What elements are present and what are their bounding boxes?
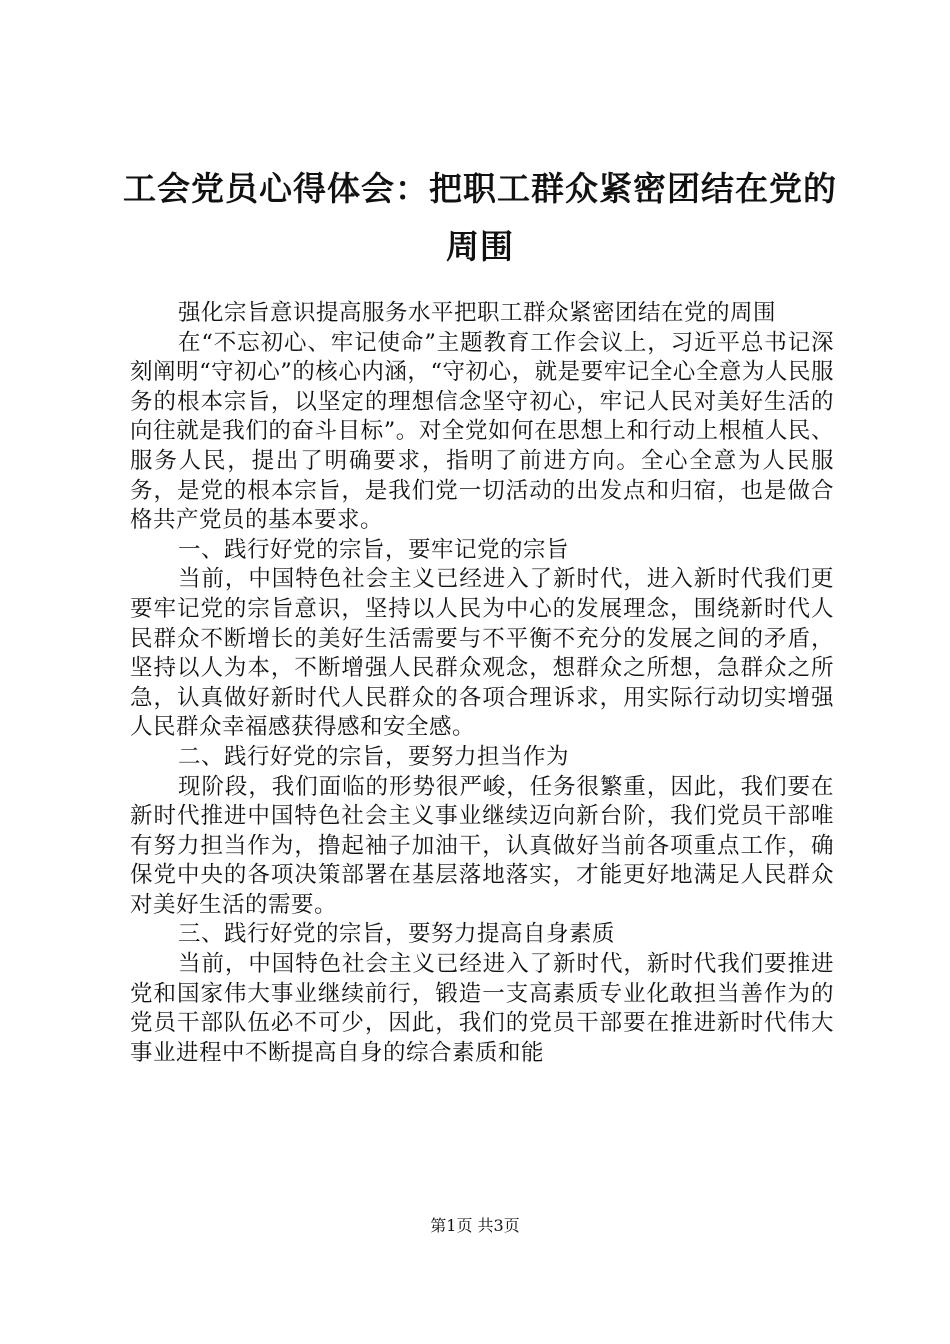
section-paragraph-2: 现阶段，我们面临的形势很严峻，任务很繁重，因此，我们要在新时代推进中国特色社会主义事业继续迈向新台阶，我们党员干部唯有努力担当作为，撸起袖子加油干，认真做好当前各项重点工作，确保党中央的各项决策部署在基层落地落实，才能更好地满足人民群众对美好生活的需要。 (130, 773, 834, 918)
document-title: 工会党员心得体会：把职工群众紧密团结在党的周围 (123, 169, 837, 266)
section-heading-1: 一、践行好党的宗旨，要牢记党的宗旨 (178, 536, 570, 563)
subtitle-paragraph: 强化宗旨意识提高服务水平把职工群众紧密团结在党的周围 (178, 300, 777, 326)
page-number-footer: 第1页 共3页 (430, 1216, 520, 1235)
intro-paragraph: 在“不忘初心、牢记使命”主题教育工作会议上，习近平总书记深刻阐明“守初心”的核心内涵，“守初心，就是要牢记全心全意为人民服务的根本宗旨，以坚定的理想信念坚守初心，牢记人民对美好生活的向往就是我们的奋斗目标”。对全党如何在思想上和行动上根植人民、服务人民，提出了明确要求，指明了前进方向。全心全意为人民服务，是党的根本宗旨，是我们党一切活动的出发点和归宿，也是做合格共产党员的基本要求。 (130, 329, 834, 534)
section-heading-2: 二、践行好党的宗旨，要努力担当作为 (178, 743, 570, 770)
section-heading-3: 三、践行好党的宗旨，要努力提高自身素质 (178, 921, 616, 948)
document-body (130, 299, 834, 1068)
section-paragraph-1: 当前，中国特色社会主义已经进入了新时代，进入新时代我们更要牢记党的宗旨意识，坚持以人民为中心的发展理念，围绕新时代人民群众不断增长的美好生活需要与不平衡不充分的发展之间的矛盾，坚持以人为本，不断增强人民群众观念，想群众之所想，急群众之所急，认真做好新时代人民群众的各项合理诉求，用实际行动切实增强人民群众幸福感获得感和安全感。 (130, 566, 834, 741)
section-paragraph-3: 当前，中国特色社会主义已经进入了新时代，新时代我们要推进党和国家伟大事业继续前行，锻造一支高素质专业化敢担当善作为的党员干部队伍必不可少，因此，我们的党员干部要在推进新时代伟大事业进程中不断提高自身的综合素质和能 (130, 951, 834, 1066)
